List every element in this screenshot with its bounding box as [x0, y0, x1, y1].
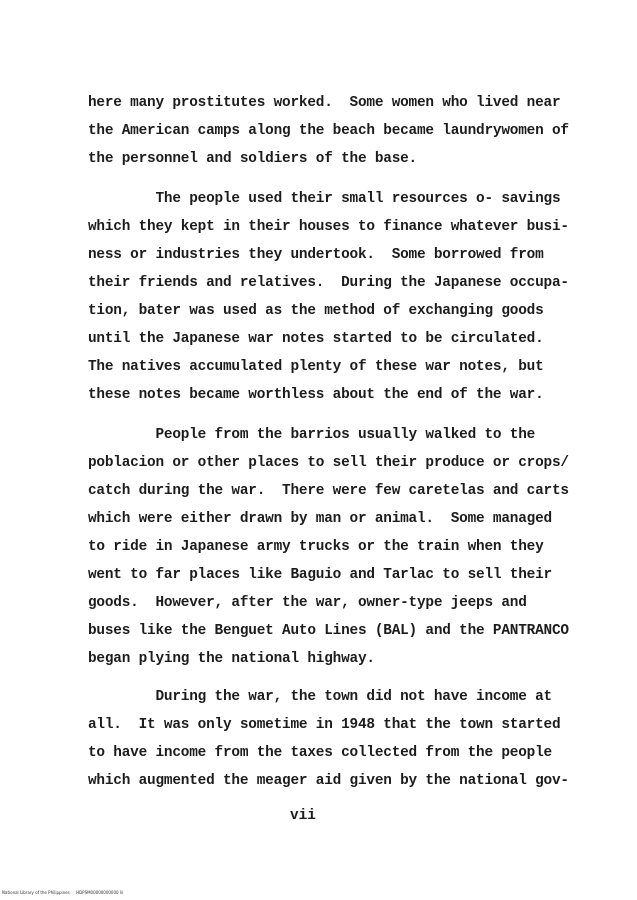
text-line: which they kept in their houses to finance whatever busi- [88, 219, 569, 235]
text-line: tion, bater was used as the method of exchanging goods [88, 303, 544, 319]
text-line: The people used their small resources o‑ savings [88, 191, 561, 207]
text-line: the personnel and soldiers of the base. [88, 151, 417, 167]
text-line: which were either drawn by man or animal. Some managed [88, 511, 552, 527]
text-line: goods. However, after the war, owner-type jeeps and [88, 595, 527, 611]
text-line: to ride in Japanese army trucks or the train when they [88, 539, 544, 555]
archive-footer: National Library of the Philippines HDPSM00000000000 lii [2, 890, 124, 895]
text-line: People from the barrios usually walked to the [88, 427, 536, 443]
page-number: vii [290, 808, 316, 824]
text-line: began plying the national highway. [88, 651, 375, 667]
text-line: ness or industries they undertook. Some borrowed from [88, 247, 544, 263]
text-line: poblacion or other places to sell their produce or crops/ [88, 455, 569, 471]
text-line: The natives accumulated plenty of these war notes, but [88, 359, 544, 375]
text-line: to have income from the taxes collected from the people [88, 745, 552, 761]
text-line: buses like the Benguet Auto Lines (BAL) and the PANTRANCO [88, 623, 569, 639]
text-line: these notes became worthless about the end of the war. [88, 387, 544, 403]
text-line: the American camps along the beach became laundrywomen of [88, 123, 569, 139]
text-line: went to far places like Baguio and Tarlac to sell their [88, 567, 552, 583]
text-line: their friends and relatives. During the Japanese occupa- [88, 275, 569, 291]
text-line: here many prostitutes worked. Some women who lived near [88, 95, 561, 111]
text-line: which augmented the meager aid given by the national gov- [88, 773, 569, 789]
text-line: During the war, the town did not have income at [88, 689, 552, 705]
text-line: catch during the war. There were few caretelas and carts [88, 483, 569, 499]
text-line: all. It was only sometime in 1948 that the town started [88, 717, 561, 733]
text-line: until the Japanese war notes started to be circulated. [88, 331, 544, 347]
